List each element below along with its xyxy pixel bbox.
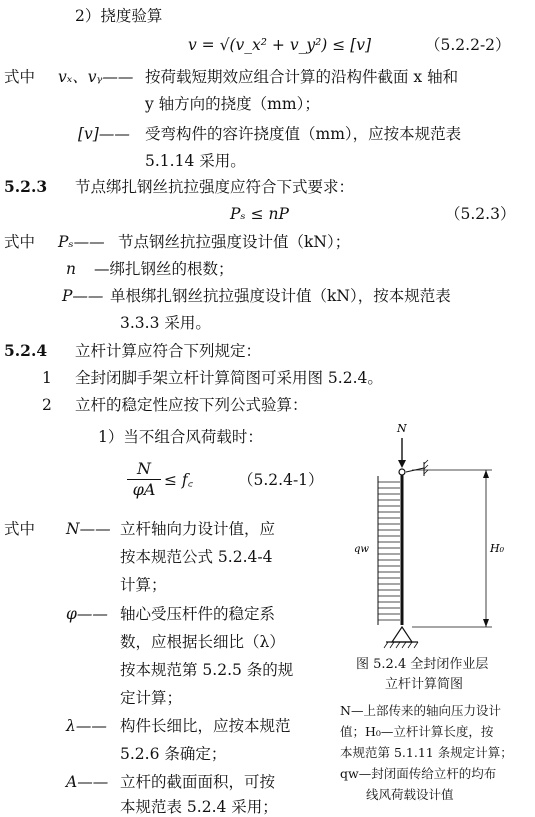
definition-line: y 轴方向的挠度（mm）； xyxy=(145,95,320,113)
definition-line: 单根绑扎钢丝抗拉强度设计值（kN），按本规范表 xyxy=(110,287,451,305)
definition-line: 立杆轴向力设计值，应 xyxy=(120,520,276,538)
sub-item: 1）当不组合风荷载时： xyxy=(98,428,263,446)
fraction-numerator: N xyxy=(137,459,151,478)
bottom-support-icon xyxy=(392,627,412,642)
figure-caption: 立杆计算简图 xyxy=(385,677,464,692)
section-number: 5.2.3 xyxy=(4,177,48,196)
top-hinge-icon xyxy=(399,469,405,475)
definition-line: 计算； xyxy=(120,576,167,594)
definition-line: 按荷载短期效应组合计算的沿构件截面 x 轴和 xyxy=(145,68,459,86)
definition-line: —绑扎钢丝的根数； xyxy=(94,260,234,278)
symbol-lambda: λ—— xyxy=(66,717,107,735)
definition-line: 5.2.6 条确定； xyxy=(120,745,227,763)
figure-note: qw—封闭面传给立杆的均布 xyxy=(340,766,497,781)
definition-line: 节点钢丝抗拉强度设计值（kN）； xyxy=(118,233,351,251)
equation-5-2-3: Pₛ ≤ nP xyxy=(230,205,289,223)
fraction-denominator: φA xyxy=(132,480,156,499)
definition-line: 受弯构件的容许挠度值（mm），应按本规范表 xyxy=(145,125,462,143)
arrow-head-icon xyxy=(398,460,406,468)
definition-line: 本规范表 5.2.4 采用； xyxy=(120,798,278,816)
section-text: 节点绑扎钢丝抗拉强度应符合下式要求： xyxy=(75,178,355,196)
pole-calculation-diagram xyxy=(340,420,530,655)
item-number: 1 xyxy=(42,369,52,387)
equation-number: （5.2.4-1） xyxy=(238,471,324,489)
symbol-A: A—— xyxy=(66,773,109,791)
definition-line: 按本规范公式 5.2.4-4 xyxy=(120,548,273,566)
label-N: N xyxy=(397,422,407,435)
definition-line: 定计算； xyxy=(120,689,183,707)
definition-line: 按本规范第 5.2.5 条的规 xyxy=(120,661,294,679)
definition-line: 立杆的截面面积，可按 xyxy=(120,773,276,791)
figure-note: N—上部传来的轴向压力设计 xyxy=(340,703,501,718)
definition-line: 轴心受压杆件的稳定系 xyxy=(120,605,276,623)
equation-number: （5.2.3） xyxy=(445,205,516,223)
where-label: 式中 xyxy=(4,233,36,251)
symbol-vx-vy: vₓ、vᵧ—— xyxy=(58,68,134,86)
symbol-N: N—— xyxy=(66,520,111,538)
item-number: 2 xyxy=(42,396,52,414)
item-text: 立杆的稳定性应按下列公式验算： xyxy=(75,396,308,414)
section-text: 立杆计算应符合下列规定： xyxy=(75,342,262,360)
subheading-deflection: 2）挠度验算 xyxy=(75,7,163,25)
definition-line: 数，应根据长细比（λ） xyxy=(120,633,285,651)
label-H0: H₀ xyxy=(490,542,505,555)
symbol-v-allow: [v]—— xyxy=(78,125,130,143)
figure-note: 线风荷载设计值 xyxy=(366,787,454,802)
figure-caption: 图 5.2.4 全封闭作业层 xyxy=(356,657,489,672)
symbol-ps: Pₛ—— xyxy=(58,233,105,251)
definition-line: 5.1.14 采用。 xyxy=(145,152,246,170)
definition-line: 构件长细比，应按本规范 xyxy=(120,717,291,735)
where-label: 式中 xyxy=(4,68,36,86)
where-label: 式中 xyxy=(4,520,36,538)
symbol-p: P—— xyxy=(62,287,104,305)
item-text: 全封闭脚手架立杆计算简图可采用图 5.2.4。 xyxy=(75,369,383,387)
symbol-n: n xyxy=(66,260,76,278)
figure-note: 本规范第 5.1.11 条规定计算； xyxy=(340,745,513,760)
equation-rhs: ≤ f꜀ xyxy=(164,471,194,489)
label-qw: qw xyxy=(354,544,369,555)
equation-number: （5.2.2-2） xyxy=(425,36,511,54)
figure-note: 值；H₀—立杆计算长度，按 xyxy=(340,724,494,739)
symbol-phi: φ—— xyxy=(66,605,108,623)
distributed-wind-load xyxy=(378,476,400,625)
fraction xyxy=(127,459,161,500)
definition-line: 3.3.3 采用。 xyxy=(120,314,211,332)
section-number: 5.2.4 xyxy=(4,341,48,360)
equation-5-2-2-2: v = √(v_x² + v_y²) ≤ [v] xyxy=(188,36,372,54)
